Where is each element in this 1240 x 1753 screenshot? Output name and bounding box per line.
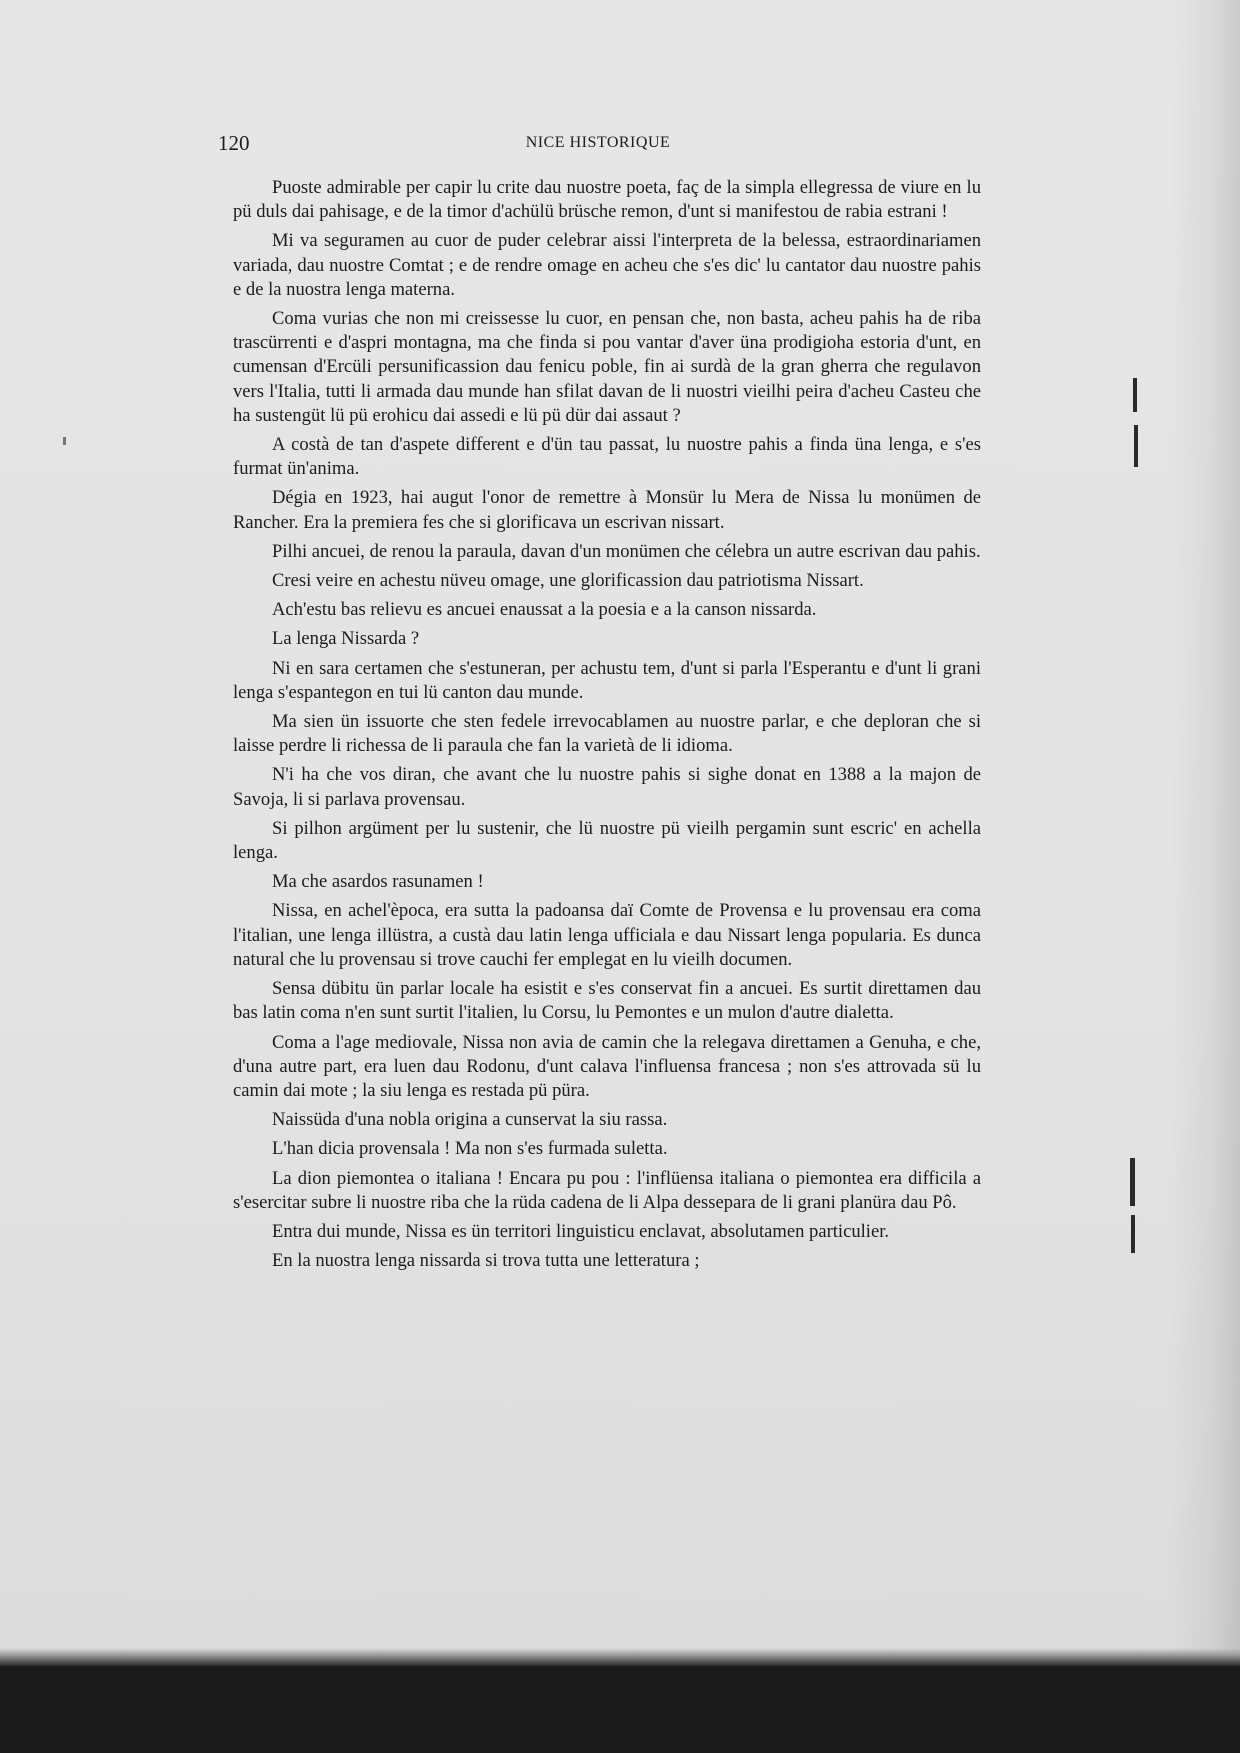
body-text	[233, 176, 981, 1278]
paragraph: Ni en sara certamen che s'estuneran, per achustu tem, d'unt si parla l'Esperantu e d'unt li grani lenga s'espantegon en tui lü canton dau munde.	[233, 657, 981, 703]
paragraph: Puoste admirable per capir lu crite dau nuostre poeta, faç de la simpla ellegressa de viure en lu pü duls dai pahisage, e de la timor d'achülü brüsche remon, d'unt si manifestou de rabia estrani !	[233, 177, 981, 223]
paragraph: Ma sien ün issuorte che sten fedele irrevocablamen au nuostre parlar, e che deploran che si laisse perdre li richessa de li paraula che fan la varietà de li idioma.	[233, 711, 981, 757]
binding-mark-lower	[1130, 1158, 1135, 1206]
binding-mark-upper-2	[1134, 425, 1138, 467]
page-number: 120	[218, 131, 250, 155]
paragraph: Ach'estu bas relievu es ancuei enaussat a la poesia e a la canson nissarda.	[272, 599, 817, 621]
speck	[63, 437, 66, 445]
running-head	[218, 131, 978, 157]
paragraph: Sensa dübitu ün parlar locale ha esistit e s'es conservat fin a ancuei. Es surtit direttamen dau bas latin coma n'en sunt surtit l'italien, lu Corsu, lu Pemontes e un mulon d'autre dialetta.	[233, 978, 981, 1024]
paragraph: Naissüda d'una nobla origina a cunservat la siu rassa.	[272, 1109, 668, 1131]
paragraph: Si pilhon argüment per lu sustenir, che lü nuostre pü vieilh pergamin sunt escric' en achella lenga.	[233, 817, 981, 864]
paragraph: L'han dicia provensala ! Ma non s'es furmada suletta.	[272, 1138, 668, 1160]
paragraph: Nissa, en achel'època, era sutta la padoansa daï Comte de Provensa e lu provensau era coma l'italian, une lenga illüstra, a custà dau latin lenga ufficiala e dau Nissart lenga popularia. Es dunca natural che lu provensau si trove cauchi fer emplegat en lu vieilh documen.	[233, 900, 981, 970]
paragraph: Entra dui munde, Nissa es ün territori linguisticu enclavat, absolutamen particulier.	[272, 1220, 890, 1242]
paragraph: Coma a l'age mediovale, Nissa non avia de camin che la relegava direttamen a Genuha, e che, d'una autre part, era luen dau Rodonu, d'unt calava l'influensa francesa ; non s'es attrovada sü lu camin dai mote ; la siu lenga es restada pü püra.	[233, 1031, 981, 1101]
paragraph: La lenga Nissarda ?	[272, 628, 420, 650]
paragraph: La dion piemontea o italiana ! Encara pu pou : l'inflüensa italiana o piemontea era difficila a s'esercitar subre li nuostre riba che la rüda cadena de li Alpa dessepara de li grani planüra dau Pô.	[233, 1167, 981, 1213]
paragraph: N'i ha che vos diran, che avant che lu nuostre pahis si sighe donat en 1388 a la majon de Savoja, li si parlava provensau.	[233, 764, 981, 810]
binding-mark-lower-2	[1131, 1215, 1135, 1253]
paragraph: Ma che asardos rasunamen !	[272, 871, 484, 893]
page-bottom-edge	[0, 1648, 1240, 1666]
paragraph: Cresi veire en achestu nüveu omage, une glorificassion dau patriotisma Nissart.	[272, 570, 864, 592]
paragraph: Mi va seguramen au cuor de puder celebrar aissi l'interpreta de la belessa, estraordinariamen variada, dau nuostre Comtat ; e de rendre omage en acheu che s'es dic' lu cantator dau nuostre pahis e de la nuostra lenga materna.	[233, 230, 981, 300]
paragraph: Coma vurias che non mi creissesse lu cuor, en pensan che, non basta, acheu pahis ha de riba trascürrenti e d'aspri montagna, ma che finda si pou vantar d'aver üna prodigioha estoria d'unt, en cumensan d'Ercüli persunificassion dau fenicu poble, fin ai surdà de la gran gherra che regulavon vers l'Italia, tutti li armada dau munde han sfilat davan de li nuostri vieilhi peira d'acheu Casteu che ha sustengüt lü pü erohicu dai assedi e lü pü dür dai assaut ?	[233, 308, 981, 426]
paragraph: En la nuostra lenga nissarda si trova tutta une letteratura ;	[272, 1250, 700, 1272]
binding-mark-upper	[1133, 378, 1137, 412]
journal-title: NICE HISTORIQUE	[525, 134, 671, 151]
page-fold-shadow	[1170, 0, 1240, 1660]
paragraph: Pilhi ancuei, de renou la paraula, davan d'un monümen che célebra un autre escrivan dau pahis.	[272, 540, 981, 562]
paragraph: A costà de tan d'aspete different e d'ün tau passat, lu nuostre pahis a finda üna lenga, e s'es furmat ün'anima.	[233, 434, 981, 480]
paragraph: Dégia en 1923, hai augut l'onor de remettre à Monsür lu Mera de Nissa lu monümen de Rancher. Era la premiera fes che si glorificava un escrivan nissart.	[233, 487, 981, 533]
